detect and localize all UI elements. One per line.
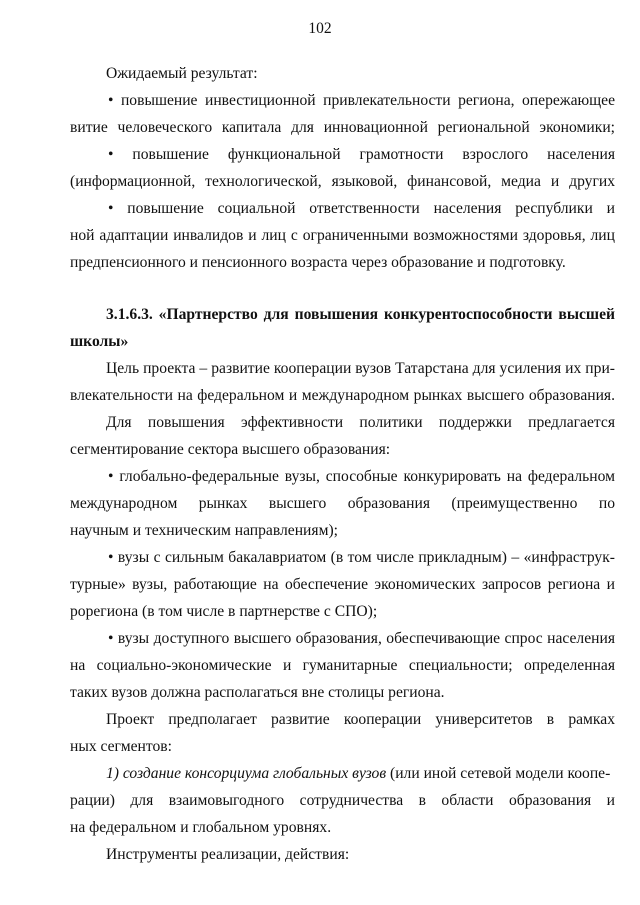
numbered-item-rest: (или иной сетевой модели коопе-	[386, 765, 611, 782]
bullet-item-line: • вузы доступного высшего образования, обеспечивающие спрос населения	[108, 630, 615, 647]
paragraph-line: влекательности на федеральном и международном рынках высшего образования.	[70, 387, 615, 404]
paragraph-line: рорегиона (в том числе в партнерстве с СПО);	[70, 603, 378, 620]
paragraph-line: таких вузов должна располагаться вне столицы региона.	[70, 684, 445, 701]
paragraph-line: Цель проекта – развитие кооперации вузов Татарстана для усиления их при-	[106, 360, 615, 377]
paragraph-line: Проект предполагает развитие кооперации университетов в рамках	[106, 711, 615, 728]
paragraph-line: на федеральном и глобальном уровнях.	[70, 819, 332, 836]
bullet-item-line: • глобально-федеральные вузы, способные конкурировать на федеральном	[108, 468, 615, 485]
page-number: 102	[308, 20, 332, 37]
bullet-item-line: • повышение социальной ответственности населения республики и	[108, 200, 615, 217]
paragraph-line: сегментирование сектора высшего образования:	[70, 441, 391, 458]
paragraph-line: на социально-экономические и гуманитарные специальности; определенная	[70, 657, 615, 674]
paragraph-line: предпенсионного и пенсионного возраста через образование и подготовку.	[70, 254, 566, 271]
section-heading: школы»	[70, 333, 129, 350]
section-heading: 3.1.6.3. «Партнерство для повышения конкурентоспособности высшей	[106, 306, 615, 323]
paragraph-line: научным и техническим направлениям);	[70, 522, 338, 539]
bullet-item-line: • вузы с сильным бакалавриатом (в том числе прикладным) – «инфраструк-	[108, 549, 615, 566]
paragraph-line: Ожидаемый результат:	[106, 65, 258, 82]
paragraph-line: (информационной, технологической, языковой, финансовой, медиа и других	[70, 173, 615, 190]
bullet-item-line: • повышение инвестиционной привлекательности региона, опережающее	[108, 92, 615, 109]
paragraph-line: Для повышения эффективности политики поддержки предлагается	[106, 414, 615, 431]
paragraph-line: ных сегментов:	[70, 738, 172, 755]
paragraph-line: ной адаптации инвалидов и лиц с ограниченными возможностями здоровья, лиц	[70, 227, 615, 244]
paragraph-line: рации) для взаимовыгодного сотрудничества в области образования и	[70, 792, 615, 809]
bullet-item-line: • повышение функциональной грамотности взрослого населения	[108, 146, 615, 163]
numbered-item-emphasis: 1) создание консорциума глобальных вузов	[106, 765, 387, 782]
paragraph-line: витие человеческого капитала для инновационной региональной экономики;	[70, 119, 615, 136]
paragraph-line: международном рынках высшего образования (преимущественно по	[70, 495, 615, 512]
paragraph-line: Инструменты реализации, действия:	[106, 846, 350, 863]
paragraph-line: турные» вузы, работающие на обеспечение экономических запросов региона и	[70, 576, 615, 593]
numbered-item-line	[106, 764, 615, 784]
